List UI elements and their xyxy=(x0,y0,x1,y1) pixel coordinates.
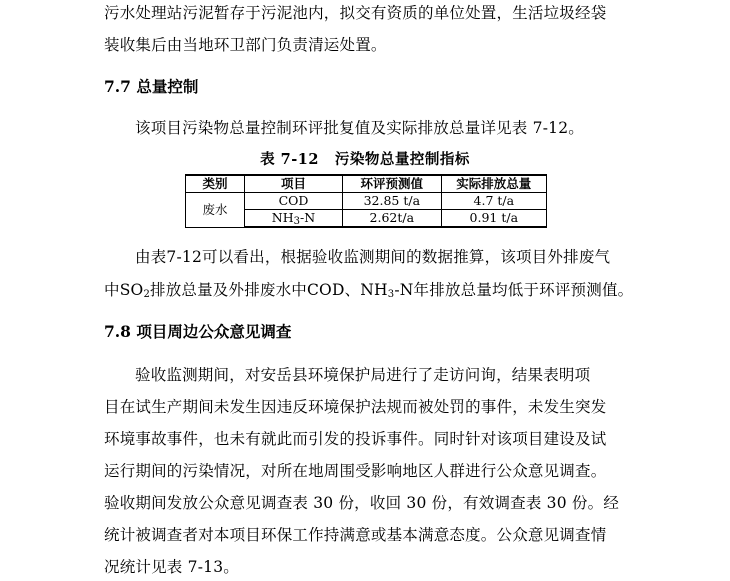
table-caption-title: 污染物总量控制指标 xyxy=(334,151,470,168)
table-cell-predicted: 32.85 t/a xyxy=(343,193,442,210)
table-cell-item: COD xyxy=(245,193,343,210)
paragraph-line: 中$SO_2$排放总量及外排废水中COD、$NH_3-N$年排放总量均低于环评预测值。 xyxy=(104,281,634,300)
table-row xyxy=(186,193,547,210)
paragraph-line: 目在试生产期间未发生因违反环境保护法规而被处罚的事件，未发生突发 xyxy=(104,398,607,416)
table-caption xyxy=(0,151,730,169)
paragraph-line: 装收集后由当地环卫部门负责清运处置。 xyxy=(104,36,387,54)
paragraph-line: 运行期间的污染情况，对所在地周围受影响地区人群进行公众意见调查。 xyxy=(104,462,607,480)
paragraph-line: 验收监测期间，对安岳县环境保护局进行了走访问询，结果表明项 xyxy=(135,366,591,384)
table-category-cell: 废水 xyxy=(186,193,245,228)
paragraph-line: 验收期间发放公众意见调查表 30 份，收回 30 份，有效调查表 30 份。经 xyxy=(104,494,620,512)
table-header-cell: 实际排放总量 xyxy=(441,175,546,193)
paragraph-line: 污水处理站污泥暂存于污泥池内，拟交有资质的单位处置，生活垃圾经袋 xyxy=(104,4,607,22)
paragraph-line: 况统计见表 7-13。 xyxy=(104,558,239,576)
table-cell-item: $NH_3-N$ xyxy=(245,210,343,228)
section-heading-7-7: 7.7 总量控制 xyxy=(104,77,199,96)
paragraph-line: 该项目污染物总量控制环评批复值及实际排放总量详见表 7-12。 xyxy=(135,119,584,137)
table-header-cell: 类别 xyxy=(186,175,245,193)
paragraph-line: 环境事故事件，也未有就此而引发的投诉事件。同时针对该项目建设及试 xyxy=(104,430,607,448)
paragraph-line: 统计被调查者对本项目环保工作持满意或基本满意态度。公众意见调查情 xyxy=(104,526,607,544)
table-header-cell: 项目 xyxy=(245,175,343,193)
table-cell-actual: 4.7 t/a xyxy=(441,193,546,210)
table-header-row xyxy=(186,175,547,193)
section-heading-7-8: 7.8 项目周边公众意见调查 xyxy=(104,322,292,341)
table-caption-number: 表 7-12 xyxy=(260,151,319,168)
table-header-cell: 环评预测值 xyxy=(343,175,442,193)
table-cell-predicted: 2.62t/a xyxy=(343,210,442,228)
paragraph-line: 由表7-12可以看出，根据验收监测期间的数据推算，该项目外排废气 xyxy=(135,248,611,266)
pollutant-total-table xyxy=(185,174,547,228)
table-cell-actual: 0.91 t/a xyxy=(441,210,546,228)
